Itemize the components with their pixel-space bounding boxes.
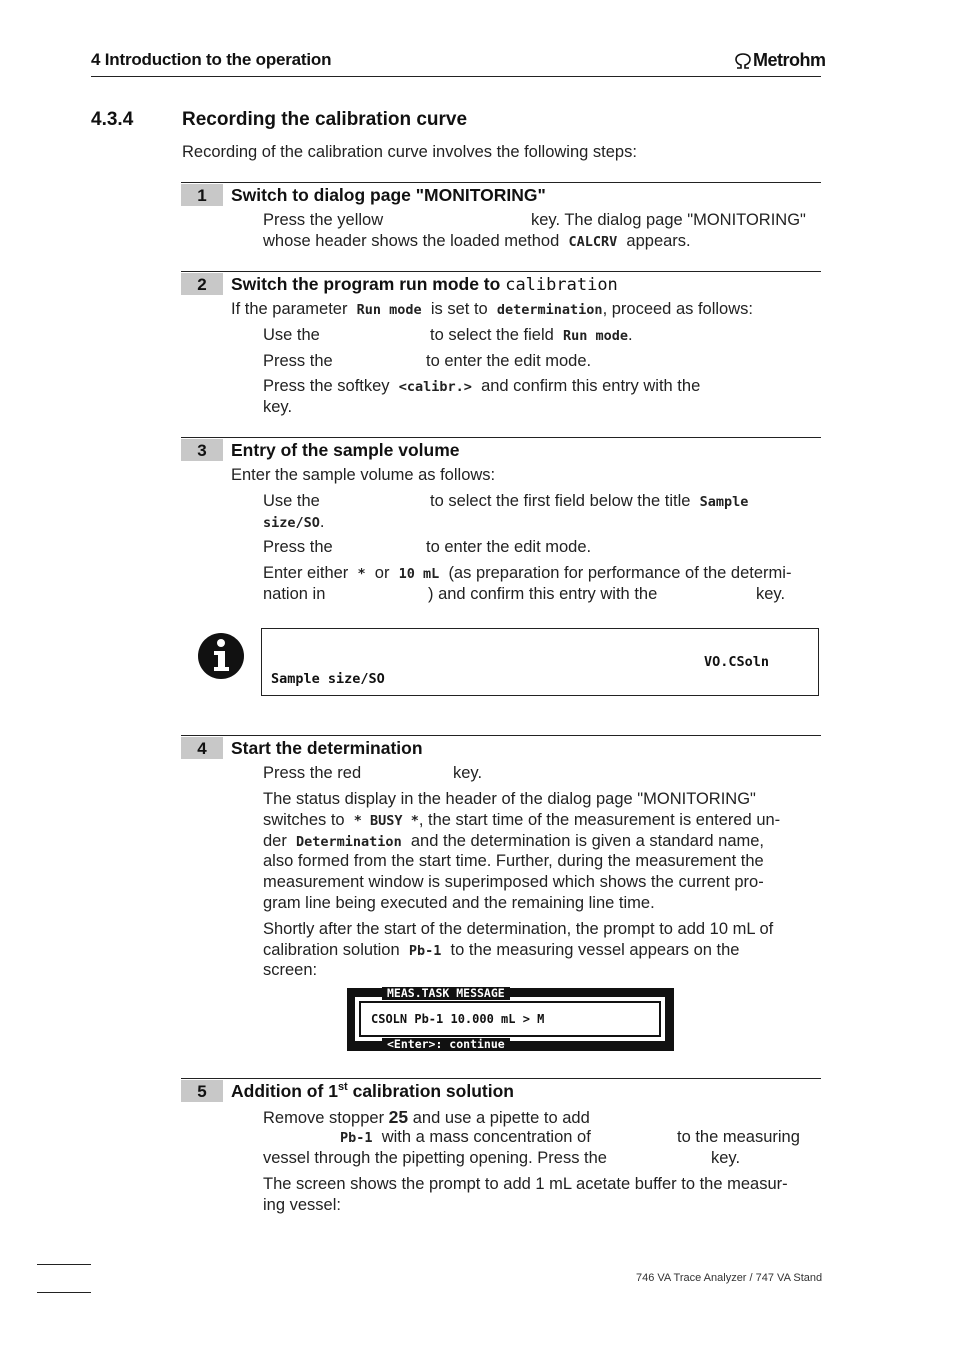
step-text: also formed from the start time. Further, during the measurement the — [263, 852, 764, 870]
step-text: Press the red — [263, 764, 362, 782]
run-mode-code: calibration — [505, 275, 618, 295]
step-title: Switch to dialog page "MONITORING" — [231, 185, 546, 205]
step-rule — [181, 182, 821, 183]
step-text: The screen shows the prompt to add 1 mL acetate buffer to the measur- — [263, 1175, 788, 1193]
brand-name: Metrohm — [753, 50, 826, 70]
step-text: der Determination and the determination is given a standard name, — [263, 832, 765, 850]
footer-rule — [37, 1264, 91, 1265]
step-text: key. — [756, 585, 786, 603]
info-icon — [197, 632, 245, 680]
step-number-box: 4 — [181, 737, 223, 759]
step-text: Remove stopper 25 and use a pipette to add — [263, 1107, 590, 1127]
step-text: Press the softkey <calibr.> and confirm this entry with the — [263, 377, 701, 395]
step-text: key. — [453, 764, 483, 782]
step-rule — [181, 437, 821, 438]
section-title: Recording the calibration curve — [182, 109, 468, 130]
step-text: Press the yellow — [263, 211, 384, 229]
step-text: If the parameter Run mode is set to determination, proceed as follows: — [231, 300, 753, 318]
step-text: to the measuring — [677, 1128, 800, 1146]
step-number-box: 1 — [181, 184, 223, 206]
note-code: VO.CSoln — [704, 654, 770, 670]
step-text: size/SO. — [263, 513, 325, 531]
step-text: nation in — [263, 585, 326, 603]
step-text: vessel through the pipetting opening. Press the — [263, 1149, 607, 1167]
brand-logo — [734, 50, 826, 71]
screen-title-label: MEAS.TASK MESSAGE — [382, 987, 510, 1000]
note-box — [261, 628, 819, 696]
step-text: measurement window is superimposed which shows the current pro- — [263, 873, 764, 891]
step-text: whose header shows the loaded method CALCRV appears. — [263, 232, 691, 250]
device-screen-message — [347, 988, 674, 1051]
note-code: Sample size/SO — [271, 671, 385, 687]
step-text: Pb-1 with a mass concentration of — [340, 1128, 591, 1146]
softkey-code: <calibr.> — [398, 379, 472, 395]
footer-rule — [37, 1292, 91, 1293]
step-text: to enter the edit mode. — [426, 538, 592, 556]
screen-enter-hint: <Enter>: continue — [382, 1038, 510, 1051]
step-rule — [181, 1078, 821, 1079]
section-number: 4.3.4 — [91, 109, 134, 130]
section-intro: Recording of the calibration curve involves the following steps: — [182, 143, 637, 161]
step-text: Enter either * or 10 mL (as preparation for performance of the determi- — [263, 564, 792, 582]
step-number-box: 3 — [181, 439, 223, 461]
step-text: screen: — [263, 961, 318, 979]
footer-product: 746 VA Trace Analyzer / 747 VA Stand — [636, 1272, 823, 1284]
step-text: switches to * BUSY *, the start time of the measurement is entered un- — [263, 811, 781, 829]
step-title: Start the determination — [231, 738, 423, 758]
step-title: Entry of the sample volume — [231, 440, 460, 460]
step-rule — [181, 735, 821, 736]
step-text: key. — [263, 398, 293, 416]
step-text: Shortly after the start of the determination, the prompt to add 10 mL of — [263, 920, 774, 938]
step-text: The status display in the header of the dialog page "MONITORING" — [263, 790, 756, 808]
step-rule — [181, 271, 821, 272]
step-text: ) and confirm this entry with the — [428, 585, 658, 603]
method-code: CALCRV — [568, 234, 618, 250]
step-text: ing vessel: — [263, 1196, 341, 1214]
step-text: gram line being executed and the remaining line time. — [263, 894, 655, 912]
step-text: to select the field Run mode. — [430, 326, 633, 344]
step-text: Use the — [263, 492, 320, 510]
step-number-box: 5 — [181, 1080, 223, 1102]
step-text: Enter the sample volume as follows: — [231, 466, 496, 484]
step-text: Press the — [263, 352, 333, 370]
step-text: to select the first field below the title Sample — [430, 492, 749, 510]
step-title: Switch the program run mode to calibration — [231, 274, 618, 295]
step-text: Use the — [263, 326, 320, 344]
step-text: key. — [711, 1149, 741, 1167]
step-text: Press the — [263, 538, 333, 556]
step-text: key. The dialog page "MONITORING" — [531, 211, 806, 229]
screen-message-line: CSOLN Pb-1 10.000 mL > M — [371, 1012, 545, 1026]
step-text: calibration solution Pb-1 to the measuring vessel appears on the — [263, 941, 740, 959]
step-text: to enter the edit mode. — [426, 352, 592, 370]
header-rule — [91, 76, 821, 77]
step-title: Addition of 1st calibration solution — [231, 1081, 514, 1101]
omega-logo-icon — [734, 53, 752, 69]
running-header-chapter: 4 Introduction to the operation — [91, 50, 332, 69]
step-number-box: 2 — [181, 273, 223, 295]
